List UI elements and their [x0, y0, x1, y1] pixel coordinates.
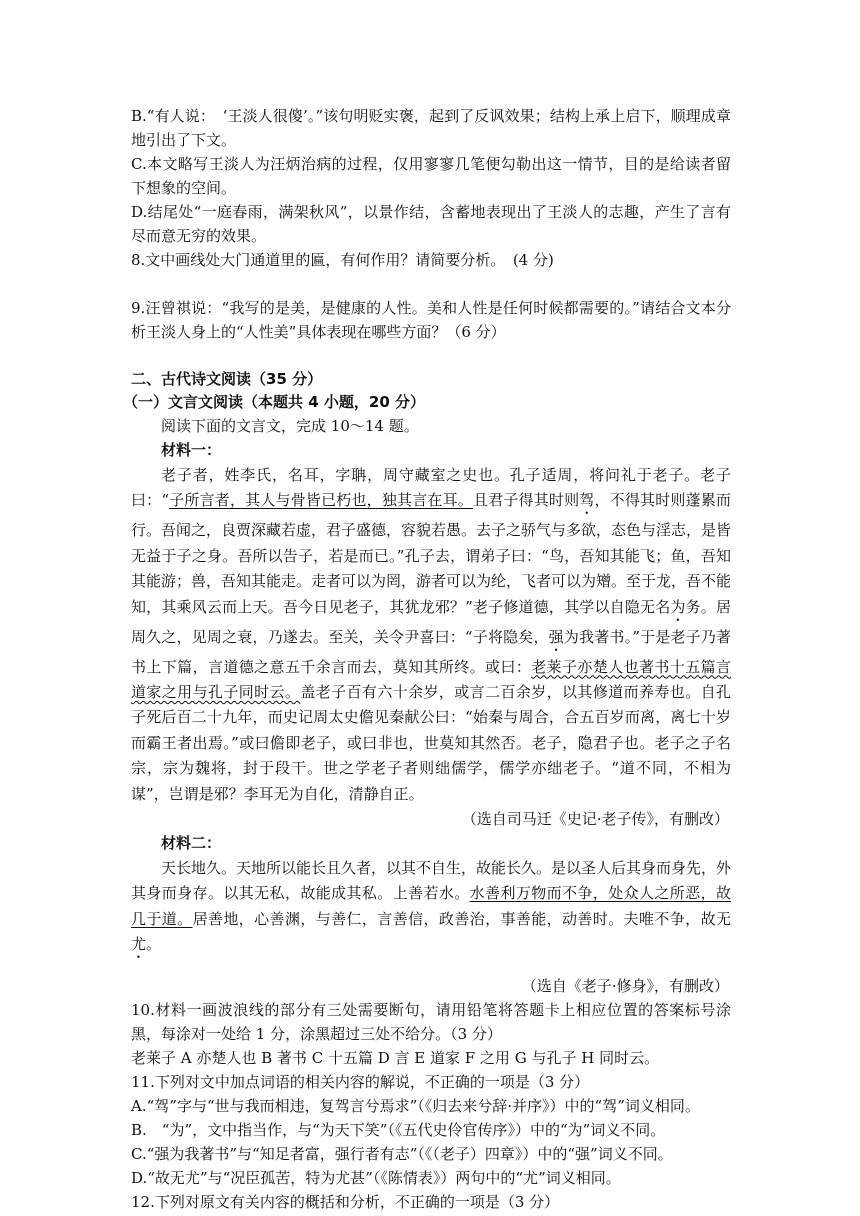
question-11-option-c: C.“强为我著书”与“知足者富，强行者有志”（《（老子）四章》）中的“强”词义不同。	[131, 1145, 673, 1164]
material-2-source: （选自《老子·修身》，有删改）	[521, 977, 729, 996]
dotted-word-wei: 为	[670, 597, 686, 616]
wavy-line-passage: 老莱子亦楚人也著书十五篇言道家之用与孔子同时云。	[131, 657, 731, 702]
material-2-label: 材料二：	[161, 834, 222, 853]
section-instruction: 阅读下面的文言文，完成 10～14 题。	[161, 417, 419, 435]
q7-option-c: C.本文略写王淡人为汪炳治病的过程，仅用寥寥几笔便勾勒出这一情节，目的是给读者留下想象的空间。	[131, 155, 731, 197]
material-1-label: 材料一：	[161, 441, 222, 459]
question-9: 9.汪曾祺说：“我写的是美，是健康的人性。美和人性是任何时候都需要的。”请结合文本分析王淡人身上的“人性美”具体表现在哪些方面？（6 分）	[131, 299, 731, 341]
material-2-text: 天长地久。天地所以能长且久者，以其不自生，故能长久。是以圣人后其身而身先，外其身而身存。以其无私，故能成其私。上善若水。水善利万物而不争，处众人之所恶，故几于道。居善地，心善渊，与善仁，言善信，政善治，事善能，动善时。夫唯不争，故无尤。	[131, 859, 732, 954]
q7-option-d: D.结尾处“一庭春雨，满架秋风”，以景作结，含蓄地表现出了王淡人的志趣，产生了言有尽而意无穷的效果。	[131, 203, 731, 245]
underlined-passage-1: 子所言者，其人与骨皆已朽也，独其言在耳。	[169, 491, 473, 510]
question-10-stem: 10.材料一画波浪线的部分有三处需要断句，请用铅笔将答题卡上相应位置的答案标号涂黑，每涂对一处给 1 分，涂黑超过三处不给分。（3 分）	[131, 1001, 731, 1044]
question-11-option-b: B. “为”，文中指当作，与“为天下笑”（《五代史伶官传序》）中的“为”词义不同。	[131, 1121, 666, 1140]
dotted-word-you: 尤	[131, 935, 147, 954]
question-8: 8.文中画线处大门通道里的匾，有何作用？请简要分析。 (4 分)	[131, 251, 554, 269]
q7-option-b: B.“有人说： ‘王淡人很傻’。”该句明贬实褒，起到了反讽效果；结构上承上启下，顺理成章地引出了下文。	[131, 107, 731, 149]
question-11-stem: 11.下列对文中加点词语的相关内容的解说，不正确的一项是（3 分）	[131, 1073, 590, 1092]
underlined-passage-2: 水善利万物而不争，处众人之所恶，故几于道。	[131, 884, 731, 928]
dotted-word-jia: 驾	[579, 491, 595, 510]
question-11-option-d: D.“故无尤”与“况臣孤苦，特为尤甚”（《陈情表》）两句中的“尤”词义相同。	[131, 1169, 621, 1188]
question-10-line: 老莱子 A 亦楚人也 B 著书 C 十五篇 D 言 E 道家 F 之用 G 与孔子 H 同时云。	[131, 1049, 660, 1068]
question-11-option-a: A.“驾”字与“世与我而相违，复驾言兮焉求”（《归去来兮辞·并序》）中的“驾”词义相同。	[131, 1097, 700, 1116]
question-12-stem: 12.下列对原文有关内容的概括和分析，不正确的一项是（3 分）	[131, 1193, 560, 1212]
section-title: 二、古代诗文阅读（35 分）	[131, 370, 323, 388]
dotted-word-qiang: 强	[548, 627, 564, 646]
exam-page	[123, 104, 732, 1214]
material-1-source: （选自司马迁《史记·老子传》，有删改）	[461, 810, 729, 829]
section-subtitle: （一）文言文阅读（本题共 4 小题，20 分）	[123, 393, 425, 411]
material-1-text: 老子者，姓李氏，名耳，字聃，周守藏室之史也。孔子适周，将问礼于老子。老子曰：“子所言者，其人与骨皆已朽也，独其言在耳。且君子得其时则驾，不得其时则蓬累而行。吾闻之，良贾深藏若虚，君子盛德，容貌若愚。去子之骄气与多欲，态色与淫志，是皆无益于子之身。吾所以告子，若是而已。”孔子去，谓弟子曰：“鸟，吾知其能飞；鱼，吾知其能游；兽，吾知其能走。走者可以为罔，游者可以为纶，飞者可以为矰。至于龙，吾不能知，其乘风云而上天。吾今日见老子，其犹龙邪？”老子修道德，其学以自隐无名为务。居周久之，见周之衰，乃遂去。至关，关令尹喜曰：“子将隐矣，强为我著书。”于是老子乃著书上下篇，言道德之意五千余言而去，莫知其所终。或曰：老莱子亦楚人也著书十五篇言道家之用与孔子同时云。盖老子百有六十余岁，或言二百余岁，以其修道而养寿也。自孔子死后百二十九年，而史记周太史儋见秦献公曰：“始秦与周合，合五百岁而离，离七十岁而霸王者出焉。”或曰儋即老子，或曰非也，世莫知其然否。老子，隐君子也。老子之子名宗，宗为魏将，封于段干。世之学老子者则绌儒学，儒学亦绌老子。“道不同，不相为谋”，岂谓是邪？李耳无为自化，清静自正。	[131, 466, 732, 803]
